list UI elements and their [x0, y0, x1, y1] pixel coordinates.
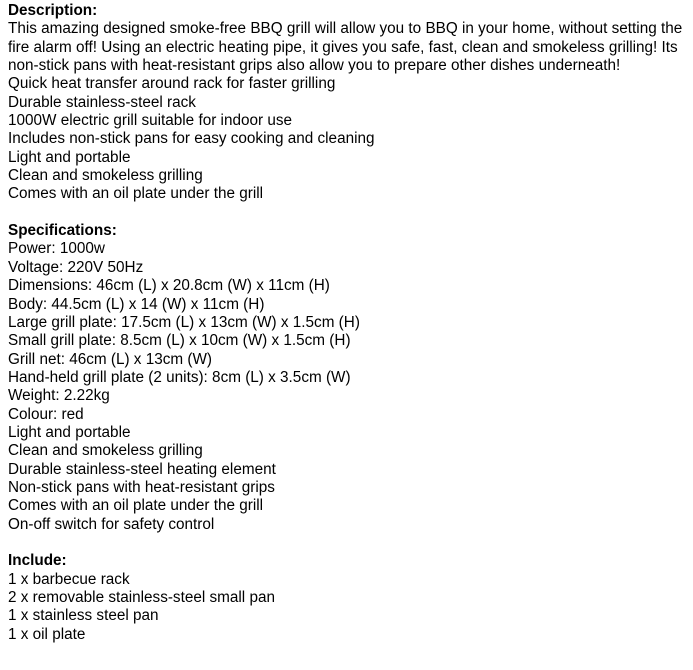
description-item: Clean and smokeless grilling — [8, 167, 203, 185]
specification-item: Colour: red — [8, 405, 84, 423]
include-item: 1 x oil plate — [8, 625, 86, 643]
specification-item: Power: 1000w — [8, 240, 105, 258]
specification-item: Hand-held grill plate (2 units): 8cm (L) x 3.5cm (W) — [8, 368, 351, 386]
description-intro: This amazing designed smoke-free BBQ grill will allow you to BBQ in your home, without setting the fire alarm off! Using an electric heating pipe, it gives you safe, fast, clean and smokeless grilling! Its non-stick pans with heat-resistant grips also allow you to prepare other dishes underneath! — [8, 20, 683, 75]
specifications-section — [8, 222, 693, 534]
description-item: Quick heat transfer around rack for faster grilling — [8, 75, 336, 93]
description-heading: Description: — [8, 2, 98, 19]
include-item: 2 x removable stainless-steel small pan — [8, 589, 275, 606]
description-item: Comes with an oil plate under the grill — [8, 185, 264, 203]
specification-item: Clean and smokeless grilling — [8, 442, 203, 460]
specification-item: Weight: 2.22kg — [8, 387, 110, 405]
specification-item: On-off switch for safety control — [8, 515, 215, 533]
include-item: 1 x barbecue rack — [8, 570, 130, 588]
description-item: Includes non-stick pans for easy cooking and cleaning — [8, 130, 375, 148]
specification-item: Voltage: 220V 50Hz — [8, 258, 144, 276]
specification-item: Large grill plate: 17.5cm (L) x 13cm (W) x 1.5cm (H) — [8, 313, 360, 331]
specification-item: Light and portable — [8, 423, 131, 441]
specification-item: Non-stick pans with heat-resistant grips — [8, 478, 275, 496]
include-section — [8, 552, 693, 644]
specification-item: Grill net: 46cm (L) x 13cm (W) — [8, 350, 212, 368]
specification-item: Dimensions: 46cm (L) x 20.8cm (W) x 11cm (H) — [8, 277, 330, 295]
specifications-heading: Specifications: — [8, 222, 117, 240]
specification-item: Body: 44.5cm (L) x 14 (W) x 11cm (H) — [8, 295, 265, 313]
description-item: 1000W electric grill suitable for indoor use — [8, 112, 292, 130]
specification-item: Small grill plate: 8.5cm (L) x 10cm (W) x 1.5cm (H) — [8, 332, 351, 350]
specification-item: Durable stainless-steel heating element — [8, 460, 276, 478]
description-item: Durable stainless-steel rack — [8, 93, 196, 111]
description-section — [8, 2, 693, 204]
specification-item: Comes with an oil plate under the grill — [8, 497, 264, 515]
description-item: Light and portable — [8, 148, 131, 166]
include-item: 1 x stainless steel pan — [8, 607, 159, 625]
include-heading: Include: — [8, 552, 67, 570]
